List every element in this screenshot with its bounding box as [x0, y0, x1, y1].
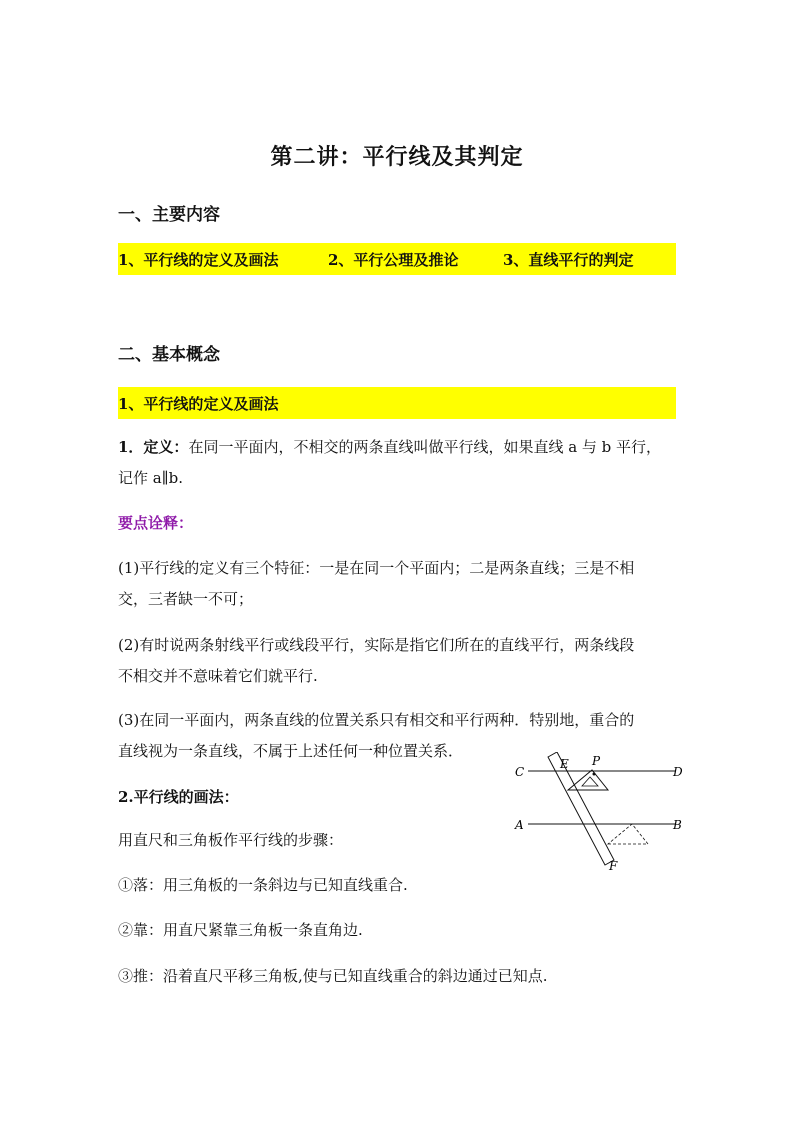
content-item-2: 2、平行公理及推论 — [328, 250, 459, 269]
parallel-line-figure — [510, 752, 690, 872]
drawing-intro: 用直尺和三角板作平行线的步骤： — [118, 831, 344, 849]
content-item-1: 1、平行线的定义及画法 — [118, 250, 279, 269]
definition-line1: 在同一平面内，不相交的两条直线叫做平行线，如果直线 a 与 b 平行， — [188, 438, 662, 456]
label-e: E — [560, 757, 569, 771]
sub-heading: 1、平行线的定义及画法 — [118, 394, 279, 413]
point2-line2: 不相交并不意味着它们就平行. — [118, 667, 318, 685]
triangle-upper — [568, 770, 608, 790]
point2-line1: (2)有时说两条射线平行或线段平行，实际是指它们所在的直线平行，两条线段 — [118, 636, 635, 654]
point-1 — [118, 553, 678, 615]
section1-heading: 一、主要内容 — [118, 205, 220, 225]
definition-label: 1．定义： — [118, 438, 189, 456]
point3-line1: (3)在同一平面内，两条直线的位置关系只有相交和平行两种．特别地，重合的 — [118, 711, 635, 729]
main-content-bar — [118, 243, 676, 275]
section2-heading: 二、基本概念 — [118, 345, 220, 365]
step-3: ③推：沿着直尺平移三角板,使与已知直线重合的斜边通过已知点. — [118, 967, 548, 985]
key-points-label: 要点诠释： — [118, 514, 194, 532]
label-c: C — [515, 765, 525, 779]
triangle-upper-inner — [582, 777, 598, 786]
content-item-3: 3、直线平行的判定 — [503, 250, 634, 269]
page-title: 第二讲：平行线及其判定 — [270, 144, 524, 170]
label-f: F — [609, 859, 618, 872]
point-2 — [118, 630, 678, 692]
drawing-heading: 2.平行线的画法： — [118, 788, 239, 806]
label-a: A — [515, 818, 524, 832]
label-p: P — [592, 754, 601, 768]
definition-line2: 记作 a∥b. — [118, 469, 184, 487]
step-2: ②靠：用直尺紧靠三角板一条直角边. — [118, 921, 363, 939]
point1-line2: 交，三者缺一不可； — [118, 590, 254, 608]
sub-heading-bar — [118, 387, 676, 419]
step-1: ①落：用三角板的一条斜边与已知直线重合. — [118, 876, 408, 894]
label-b: B — [673, 818, 682, 832]
point-p — [593, 773, 596, 776]
ruler — [548, 752, 614, 865]
definition-paragraph — [118, 432, 678, 494]
label-d: D — [673, 765, 683, 779]
point3-line2: 直线视为一条直线，不属于上述任何一种位置关系． — [118, 742, 464, 760]
triangle-lower — [608, 824, 648, 844]
point1-line1: (1)平行线的定义有三个特征：一是在同一个平面内；二是两条直线；三是不相 — [118, 559, 635, 577]
